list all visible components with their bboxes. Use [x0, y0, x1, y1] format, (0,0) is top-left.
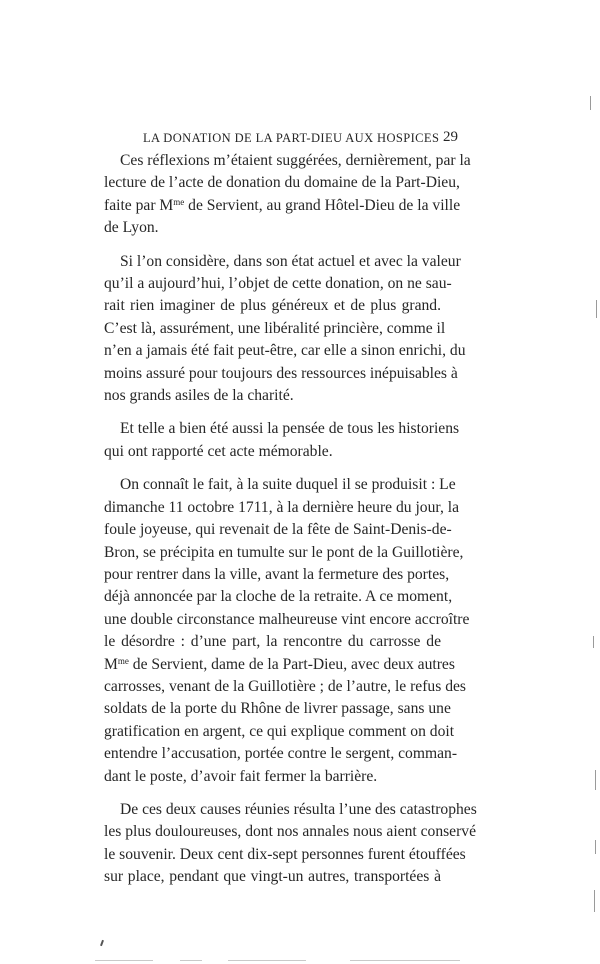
text-line: C’est là, assurément, une libéralité princière, comme il — [104, 319, 446, 337]
text-line: sur place, pendant que vingt-un autres, transportées à — [104, 868, 441, 886]
text-line: lecture de l’acte de donation du domaine de la Part-Dieu, — [104, 174, 460, 192]
bottom-edge-rule — [350, 960, 460, 961]
edge-mark — [595, 840, 596, 854]
text-line: le souvenir. Deux cent dix-sept personnes furent étouffées — [104, 845, 466, 863]
text-line: Si l’on considère, dans son état actuel et avec la valeur — [120, 252, 461, 270]
text-line: les plus douloureuses, dont nos annales nous aient conservé — [104, 823, 477, 841]
bottom-edge-rule — [228, 960, 306, 961]
paragraph-3 — [104, 418, 460, 463]
text-line: $M^{me}$ de Servient, dame de la Part-Dieu, avec deux autres — [104, 655, 455, 673]
text-line: n’en a jamais été fait peut-être, car elle a sinon enrichi, du — [104, 342, 466, 360]
text-line: Ces réflexions m’étaient suggérées, dernièrement, par la — [120, 152, 471, 169]
text-line: Et telle a bien été aussi la pensée de tous les historiens — [120, 420, 460, 438]
stray-ink-mark — [100, 940, 104, 946]
running-title: LA DONATION DE LA PART-DIEU AUX HOSPICES — [143, 131, 440, 145]
edge-mark — [593, 636, 594, 648]
page-number: 29 — [443, 129, 458, 145]
paragraph-1 — [104, 150, 471, 240]
bottom-edge-rule — [95, 960, 153, 961]
running-head — [143, 129, 458, 149]
edge-mark — [595, 770, 596, 790]
text-line: moins assuré pour toujours des ressources inépuisables à — [104, 364, 458, 382]
text-line: nos grands asiles de la charité. — [104, 387, 294, 405]
edge-mark — [590, 96, 591, 110]
text-line: De ces deux causes réunies résulta l’une des catastrophes — [120, 800, 477, 818]
text-line: dant le poste, d’avoir fait fermer la barrière. — [104, 767, 378, 785]
text-line: une double circonstance malheureuse vint encore accroître — [104, 610, 470, 628]
text-line: rait rien imaginer de plus généreux et de plus grand. — [104, 297, 441, 315]
text-line: soldats de la porte du Rhône de livrer passage, sans une — [104, 700, 451, 718]
text-line: qui ont rapporté cet acte mémorable. — [104, 442, 333, 460]
text-line: le désordre : d’une part, la rencontre du carrosse de — [104, 633, 441, 651]
text-line: carrosses, venant de la Guillotière ; de l’autre, le refus des — [104, 677, 466, 695]
text-line: qu’il a aujourd’hui, l’objet de cette donation, on ne sau- — [104, 275, 452, 293]
text-line: de Lyon. — [104, 219, 159, 237]
text-line: pour rentrer dans la ville, avant la fermeture des portes, — [104, 565, 450, 583]
text-line: gratification en argent, ce qui explique comment on doit — [104, 722, 455, 740]
paragraph-5 — [104, 799, 477, 889]
superscript: me — [173, 196, 185, 207]
text-line: foule joyeuse, qui revenait de la fête de Saint-Denis-de- — [104, 521, 452, 539]
body-text — [104, 150, 477, 900]
paragraph-4 — [104, 474, 470, 788]
text-line: dimanche 11 octobre 1711, à la dernière heure du jour, la — [104, 498, 460, 516]
text-line: Bron, se précipita en tumulte sur le pont de la Guillotière, — [104, 543, 464, 561]
text-line: déjà annoncée par la cloche de la retraite. A ce moment, — [104, 588, 453, 606]
superscript: me — [117, 655, 129, 666]
bottom-edge-rule — [180, 960, 202, 961]
edge-mark — [594, 890, 595, 912]
text-line: faite par $M^{me}$ de Servient, au grand Hôtel-Dieu de la ville — [104, 196, 461, 214]
paragraph-2 — [104, 251, 466, 408]
edge-mark — [596, 300, 597, 318]
text-line: entendre l’accusation, portée contre le sergent, comman- — [104, 745, 458, 763]
text-line: On connaît le fait, à la suite duquel il se produisit : Le — [120, 476, 456, 494]
